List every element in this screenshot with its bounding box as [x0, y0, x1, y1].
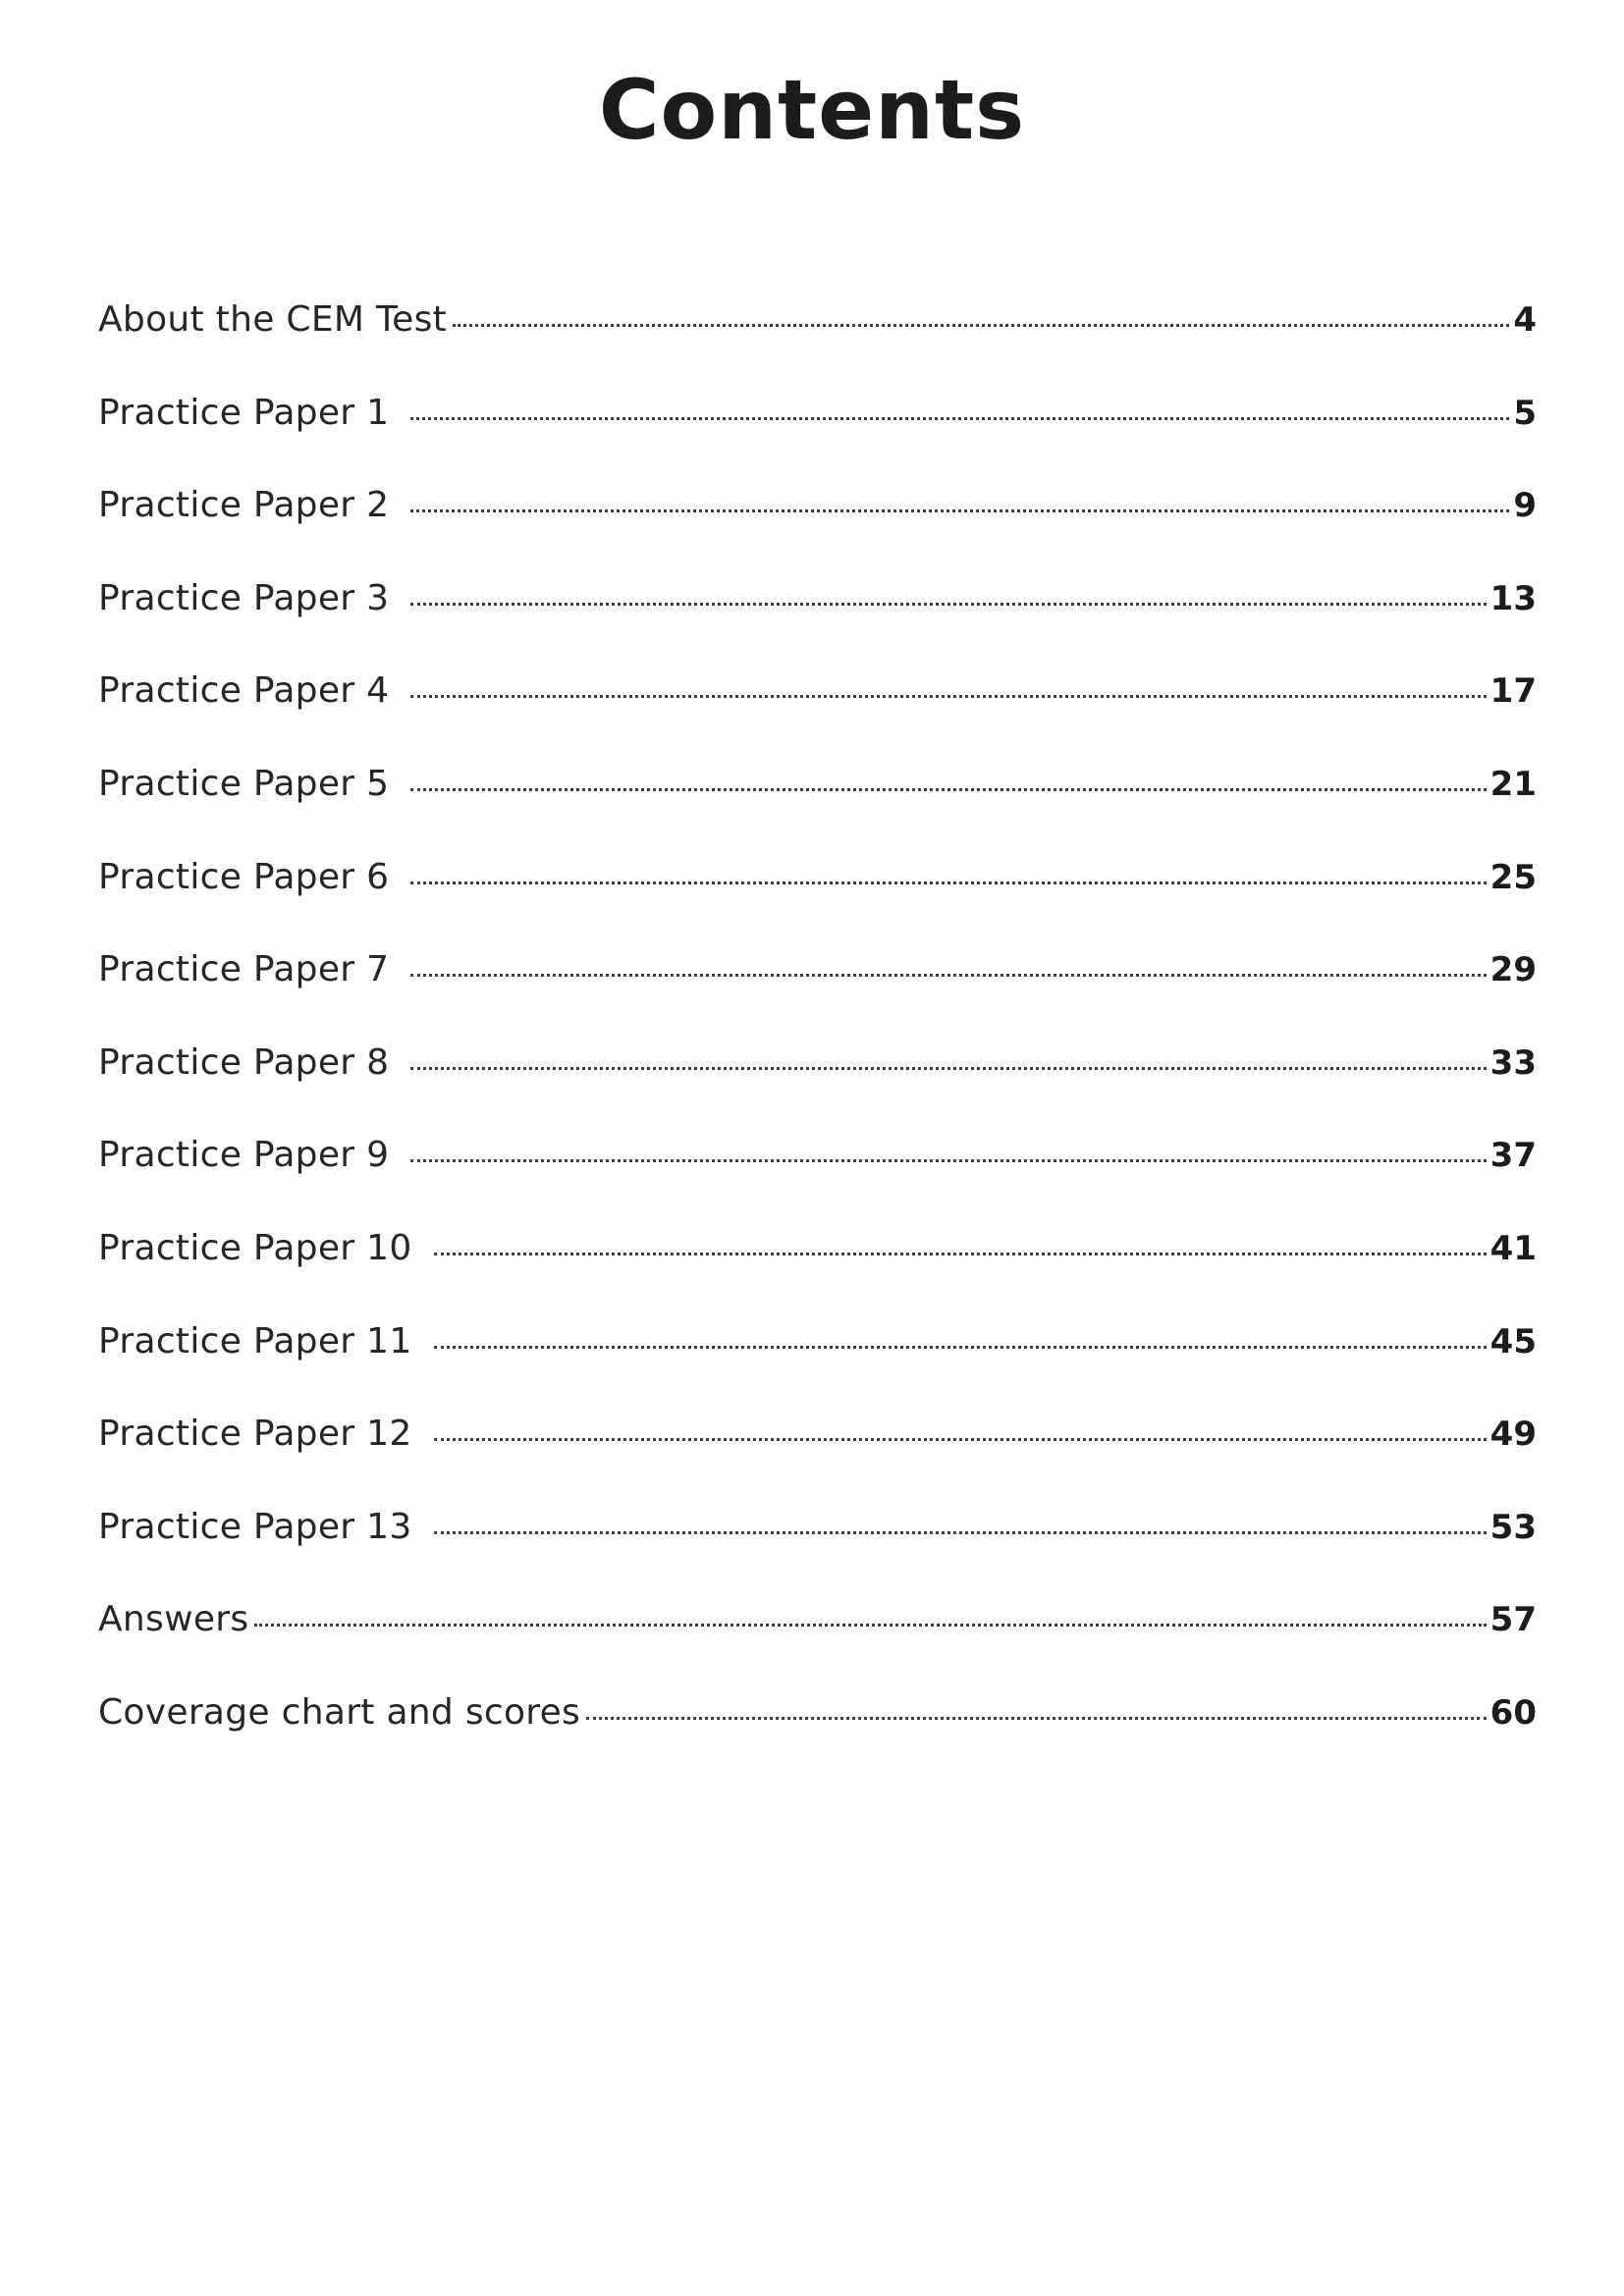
toc-entry-practice-paper-2[interactable] [98, 485, 1537, 581]
dot-leader [410, 974, 1486, 977]
toc-entry-page-number: 49 [1489, 1415, 1537, 1455]
dot-leader [410, 1067, 1486, 1070]
toc-entry-practice-paper-7[interactable] [98, 949, 1537, 1045]
toc-entry-practice-paper-9[interactable] [98, 1135, 1537, 1231]
toc-entry-page-number: 45 [1489, 1321, 1537, 1362]
toc-entry-page-number: 4 [1513, 300, 1537, 340]
dot-leader [453, 324, 1509, 327]
dot-leader [410, 1159, 1486, 1162]
toc-entry-page-number: 9 [1513, 486, 1537, 526]
dot-leader [434, 1346, 1487, 1349]
toc-entry-label: Coverage chart and scores [98, 1691, 581, 1733]
toc-entry-practice-paper-12[interactable] [98, 1416, 1537, 1510]
toc-entry-page-number: 25 [1489, 857, 1537, 897]
toc-entry-label: Practice Paper 7 [98, 949, 390, 990]
toc-entry-answers[interactable] [98, 1599, 1537, 1695]
page-title: Contents [598, 62, 1026, 158]
toc-entry-label: Practice Paper 12 [98, 1414, 412, 1455]
toc-entry-page-number: 53 [1489, 1507, 1537, 1547]
toc-entry-practice-paper-6[interactable] [98, 856, 1537, 953]
toc-entry-label: Practice Paper 5 [98, 763, 390, 804]
toc-entry-label: Practice Paper 11 [98, 1320, 412, 1362]
toc-entry-page-number: 37 [1489, 1136, 1537, 1176]
toc-entry-page-number: 41 [1489, 1228, 1537, 1268]
toc-entry-label: Practice Paper 2 [98, 485, 390, 526]
toc-entry-label: Practice Paper 4 [98, 670, 390, 712]
toc-entry-practice-paper-13[interactable] [98, 1506, 1537, 1603]
dot-leader [410, 881, 1486, 884]
toc-entry-practice-paper-10[interactable] [98, 1227, 1537, 1324]
toc-entry-practice-paper-1[interactable] [98, 392, 1537, 489]
toc-entry-page-number: 33 [1489, 1042, 1537, 1083]
toc-entry-coverage-chart[interactable] [98, 1691, 1537, 1789]
toc-entry-practice-paper-4[interactable] [98, 670, 1537, 767]
dot-leader [410, 695, 1486, 698]
dot-leader [434, 1253, 1487, 1255]
toc-entry-page-number: 21 [1489, 764, 1537, 804]
table-of-contents [98, 299, 1537, 1789]
toc-entry-label: Practice Paper 8 [98, 1041, 390, 1083]
dot-leader [586, 1717, 1487, 1720]
toc-entry-page-number: 17 [1489, 671, 1537, 712]
toc-entry-practice-paper-3[interactable] [98, 577, 1537, 674]
dot-leader [434, 1438, 1487, 1441]
toc-entry-label: Practice Paper 6 [98, 856, 390, 897]
dot-leader [434, 1531, 1487, 1534]
toc-entry-page-number: 13 [1489, 578, 1537, 618]
toc-entry-page-number: 57 [1489, 1600, 1537, 1640]
toc-entry-label: About the CEM Test [98, 299, 448, 340]
toc-entry-page-number: 60 [1489, 1692, 1537, 1733]
toc-entry-label: Practice Paper 9 [98, 1135, 390, 1176]
toc-entry-practice-paper-8[interactable] [98, 1041, 1537, 1139]
dot-leader [410, 509, 1509, 512]
toc-entry-label: Practice Paper 1 [98, 392, 390, 433]
toc-entry-about[interactable] [98, 299, 1537, 396]
toc-entry-label: Practice Paper 10 [98, 1227, 412, 1268]
toc-entry-label: Practice Paper 3 [98, 577, 390, 618]
toc-entry-page-number: 29 [1489, 950, 1537, 990]
toc-entry-page-number: 5 [1513, 393, 1537, 433]
dot-leader [254, 1624, 1486, 1627]
dot-leader [410, 788, 1486, 791]
dot-leader [410, 603, 1486, 606]
toc-entry-label: Answers [98, 1599, 249, 1640]
toc-entry-practice-paper-11[interactable] [98, 1320, 1537, 1417]
toc-entry-practice-paper-5[interactable] [98, 763, 1537, 860]
toc-entry-label: Practice Paper 13 [98, 1506, 412, 1547]
dot-leader [410, 417, 1509, 420]
